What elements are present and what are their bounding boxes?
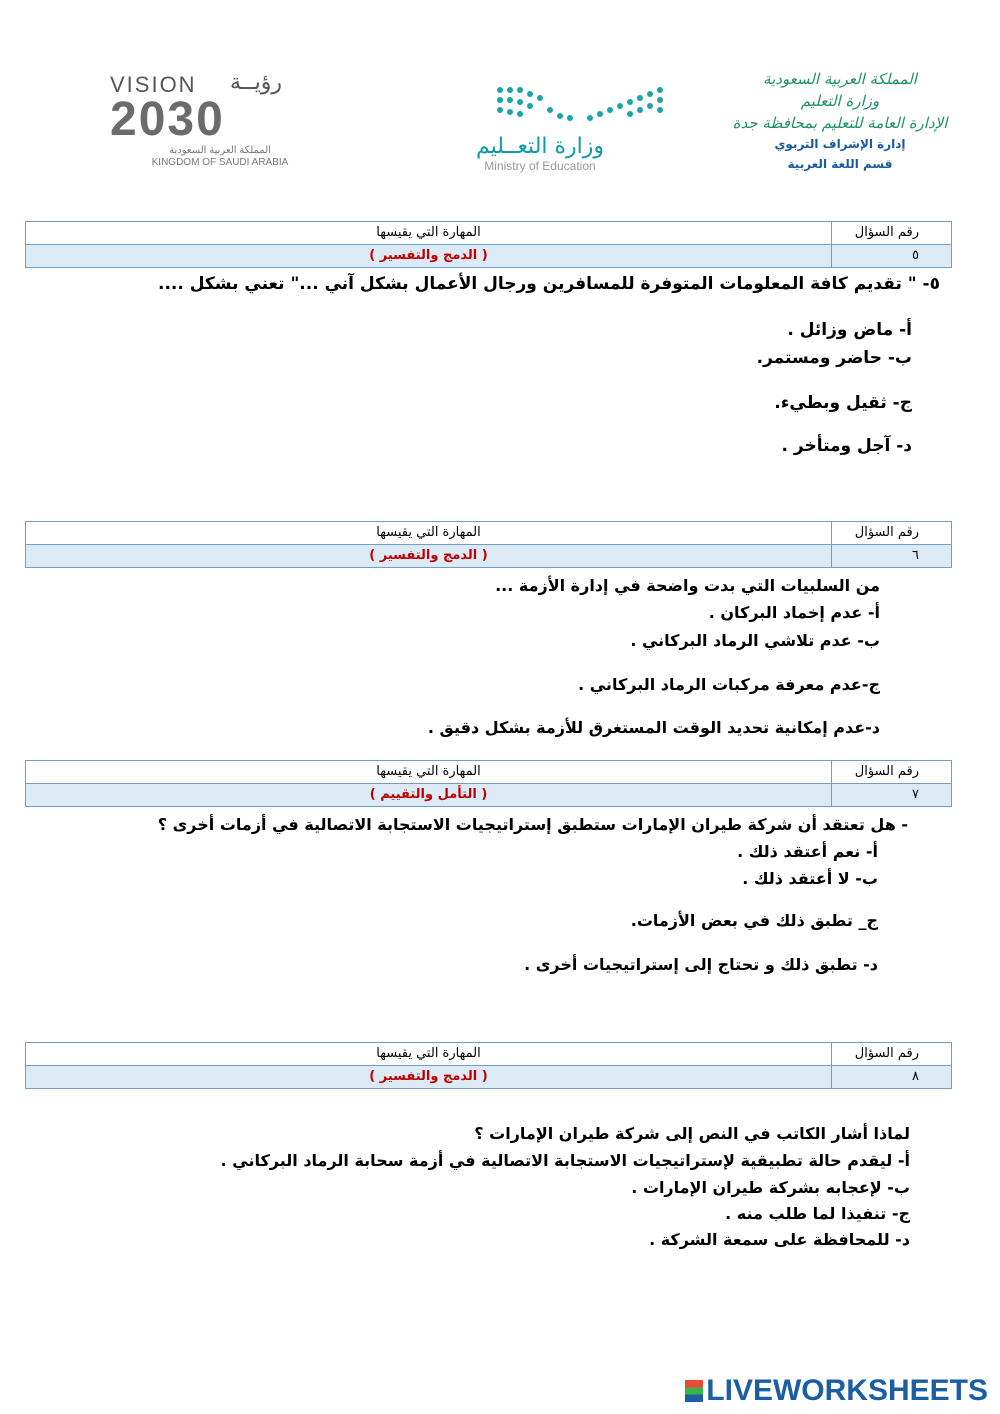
option-a: أ- ماض وزائل . (787, 320, 912, 340)
question-number: ٥ (831, 245, 951, 267)
skill-header: المهارة التي يقيسها (376, 764, 481, 779)
question-stem: من السلبيات التي بدت واضحة في إدارة الأزمة ... (495, 576, 880, 595)
liveworksheets-icon (685, 1380, 703, 1402)
kingdom-dept-1: إدارة الإشراف التربوي (774, 137, 906, 151)
question-stem: لماذا أشار الكاتب في النص إلى شركة طيران الإمارات ؟ (474, 1124, 910, 1143)
option-b: ب- لإعجابه بشركة طيران الإمارات . (631, 1178, 910, 1197)
question-stem: ٥- " تقديم كافة المعلومات المتوفرة للمسافرين ورجال الأعمال بشكل آني ..." تعني بشكل .... (158, 274, 940, 294)
skill-header: المهارة التي يقيسها (376, 225, 481, 240)
question-number: ٧ (831, 784, 951, 806)
question-number: ٦ (831, 545, 951, 567)
number-header: رقم السؤال (831, 761, 951, 783)
vision-country-ar: المملكة العربية السعودية (169, 145, 271, 156)
question-skill: ( الدمج والتفسير ) (369, 548, 488, 563)
question-table (25, 521, 952, 568)
option-d: د- تطبق ذلك و تحتاج إلى إستراتيجيات أخرى . (524, 955, 878, 974)
number-header: رقم السؤال (831, 522, 951, 544)
option-c: ج- تنفيذا لما طلب منه . (725, 1204, 910, 1223)
vision-number: 2030 (110, 93, 225, 146)
skill-header: المهارة التي يقيسها (376, 1046, 481, 1061)
vision-2030-logo (110, 70, 340, 168)
option-c: ج- ثقيل وبطيء. (774, 393, 912, 413)
vision-word: VISION (110, 72, 197, 97)
option-d: د- للمحافظة على سمعة الشركة . (649, 1230, 910, 1249)
liveworksheets-logo (685, 1374, 988, 1408)
kingdom-line-3: الإدارة العامة للتعليم بمحافظة جدة (732, 114, 948, 132)
question-table (25, 221, 952, 268)
question-stem: - هل تعتقد أن شركة طيران الإمارات ستطبق إستراتيجيات الاستجابة الاتصالية في أزمات أخرى ؟ (157, 815, 908, 834)
option-a: أ- عدم إخماد البركان . (708, 603, 880, 622)
skill-header: المهارة التي يقيسها (376, 525, 481, 540)
question-table (25, 760, 952, 807)
option-b: ب- حاضر ومستمر. (756, 348, 912, 368)
option-c: ج-عدم معرفة مركبات الرماد البركاني . (578, 675, 880, 694)
vision-country-en: KINGDOM OF SAUDI ARABIA (151, 157, 289, 168)
kingdom-dept-2: قسم اللغة العربية (787, 157, 893, 171)
option-d: د-عدم إمكانية تحديد الوقت المستغرق للأزمة بشكل دقيق . (427, 718, 880, 737)
ministry-logo (410, 82, 670, 182)
option-d: د- آجل ومتأخر . (781, 436, 912, 456)
kingdom-header (705, 68, 975, 188)
option-a: أ- نعم أعتقد ذلك . (737, 842, 878, 861)
ministry-name-ar: وزارة التعــليم (475, 134, 605, 159)
question-skill: ( الدمج والتفسير ) (369, 248, 488, 263)
kingdom-line-1: المملكة العربية السعودية (763, 70, 917, 88)
number-header: رقم السؤال (831, 1043, 951, 1065)
ministry-name-en: Ministry of Education (484, 159, 596, 173)
ministry-dots-icon (490, 82, 670, 130)
question-number: ٨ (831, 1066, 951, 1088)
number-header: رقم السؤال (831, 222, 951, 244)
question-skill: ( الدمج والتفسير ) (369, 1069, 488, 1084)
option-a: أ- ليقدم حالة تطبيقية لإستراتيجيات الاستجابة الاتصالية في أزمة سحابة الرماد البركاني . (220, 1151, 910, 1170)
vision-word-ar: رؤيــة (230, 70, 283, 95)
liveworksheets-brand: LIVEWORKSHEETS (706, 1374, 988, 1407)
option-c: ج_ تطبق ذلك في بعض الأزمات. (630, 911, 878, 930)
option-b: ب- لا أعتقد ذلك . (742, 869, 878, 888)
kingdom-line-2: وزارة التعليم (800, 92, 880, 110)
question-skill: ( التأمل والتقييم ) (369, 787, 488, 802)
question-table (25, 1042, 952, 1089)
option-b: ب- عدم تلاشي الرماد البركاني . (630, 631, 880, 650)
